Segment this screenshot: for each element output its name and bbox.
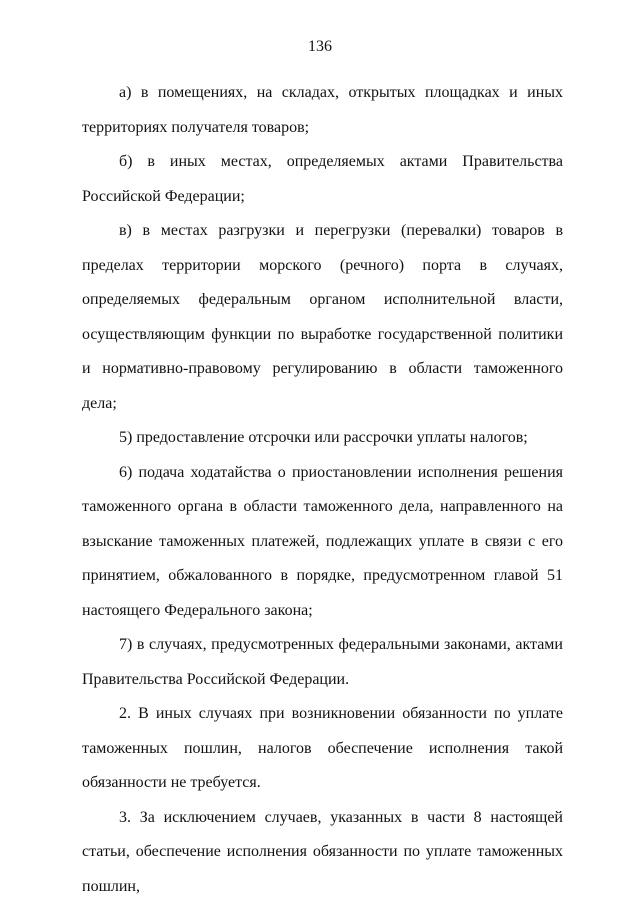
- paragraph-part-2: 2. В иных случаях при возникновении обязанности по уплате таможенных пошлин, налогов обеспечение исполнения такой обязанности не требуется.: [82, 705, 563, 791]
- paragraph-item-6: 6) подача ходатайства о приостановлении исполнения решения таможенного органа в области таможенного дела, направленного на взыскание таможенных платежей, подлежащих уплате в связи с его принятием, обжалованного в порядке, предусмотренном главой 51 настоящего Федерального закона;: [82, 463, 563, 619]
- paragraph-item-v: в) в местах разгрузки и перегрузки (перевалки) товаров в пределах территории морского (речного) порта в случаях, определяемых федеральным органом исполнительной власти, осуществляющим функции по выработке государственной политики и нормативно-правовому регулированию в области таможенного дела;: [82, 222, 563, 412]
- paragraph-item-7: 7) в случаях, предусмотренных федеральными законами, актами Правительства Российской Федерации.: [82, 636, 563, 688]
- paragraph-part-3: 3. За исключением случаев, указанных в части 8 настоящей статьи, обеспечение исполнения обязанности по уплате таможенных пошлин,: [82, 808, 563, 895]
- paragraph-item-b: б) в иных местах, определяемых актами Правительства Российской Федерации;: [82, 153, 563, 205]
- document-body: [82, 76, 563, 904]
- page-number: 136: [308, 38, 332, 55]
- paragraph-item-5: 5) предоставление отсрочки или рассрочки уплаты налогов;: [119, 429, 528, 446]
- paragraph-item-a: а) в помещениях, на складах, открытых площадках и иных территориях получателя товаров;: [82, 84, 563, 136]
